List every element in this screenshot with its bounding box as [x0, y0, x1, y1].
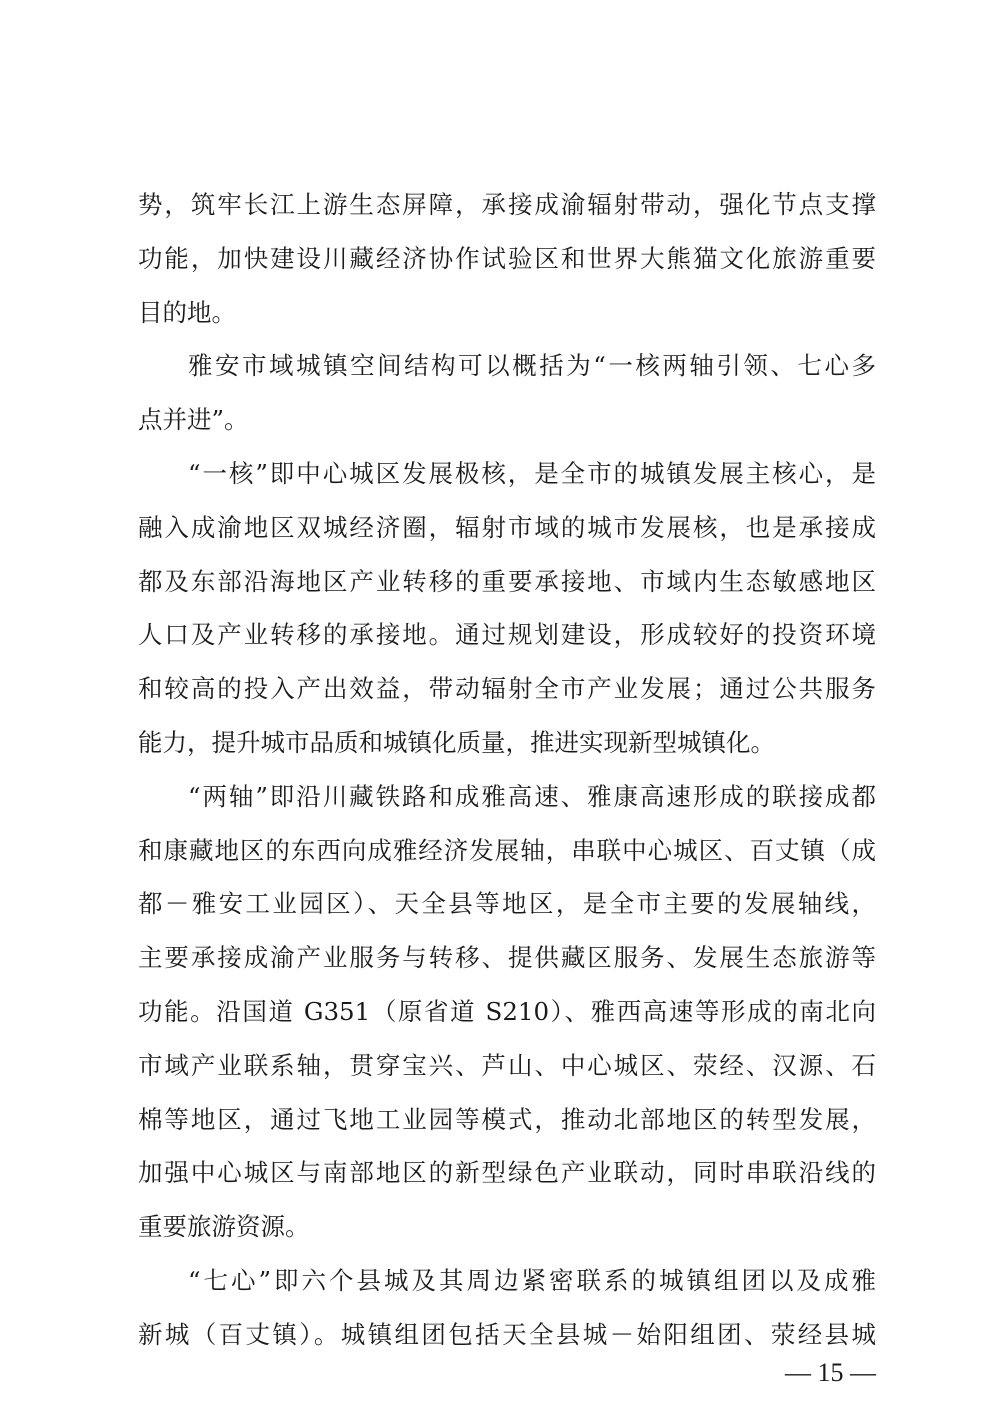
text-line: 加强中心城区与南部地区的新型绿色产业联动，同时串联沿线的 — [138, 1158, 876, 1188]
text-line: “两轴”即沿川藏铁路和成雅高速、雅康高速形成的联接成都 — [188, 781, 876, 811]
body-text — [138, 178, 876, 1362]
text-line: 能力，提升城市品质和城镇化质量，推进实现新型城镇化。 — [138, 727, 775, 757]
text-line: 功能，加快建设川藏经济协作试验区和世界大熊猫文化旅游重要 — [138, 243, 876, 273]
text-line: 和较高的投入产出效益，带动辐射全市产业发展；通过公共服务 — [138, 674, 876, 704]
text-line: 新城（百丈镇）。城镇组团包括天全县城－始阳组团、荥经县城 — [138, 1319, 876, 1349]
text-line: 目的地。 — [138, 297, 236, 327]
text-line: 人口及产业转移的承接地。通过规划建设，形成较好的投资环境 — [138, 620, 876, 650]
text-line: 点并进”。 — [138, 405, 249, 435]
text-line: 融入成渝地区双城经济圈，辐射市域的城市发展核，也是承接成 — [138, 512, 876, 542]
text-line: 势，筑牢长江上游生态屏障，承接成渝辐射带动，强化节点支撑 — [138, 190, 876, 219]
text-line: 都－雅安工业园区）、天全县等地区，是全市主要的发展轴线， — [138, 889, 876, 919]
text-line: 棉等地区，通过飞地工业园等模式，推动北部地区的转型发展， — [138, 1104, 876, 1134]
page-number: — 15 — — [785, 1358, 876, 1387]
text-line: 市域产业联系轴，贯穿宝兴、芦山、中心城区、荥经、汉源、石 — [138, 1050, 876, 1080]
text-line: 和康藏地区的东西向成雅经济发展轴，串联中心城区、百丈镇（成 — [138, 835, 876, 865]
text-line: 都及东部沿海地区产业转移的重要承接地、市域内生态敏感地区 — [138, 566, 876, 596]
text-line: 功能。沿国道 G351（原省道 S210）、雅西高速等形成的南北向 — [138, 996, 876, 1026]
text-line: “七心”即六个县城及其周边紧密联系的城镇组团以及成雅 — [188, 1265, 876, 1295]
text-line: 主要承接成渝产业服务与转移、提供藏区服务、发展生态旅游等 — [138, 943, 876, 973]
text-line: “一核”即中心城区发展极核，是全市的城镇发展主核心，是 — [188, 458, 876, 488]
text-line: 重要旅游资源。 — [138, 1212, 310, 1242]
text-line: 雅安市域城镇空间结构可以概括为“一核两轴引领、七心多 — [188, 351, 876, 381]
